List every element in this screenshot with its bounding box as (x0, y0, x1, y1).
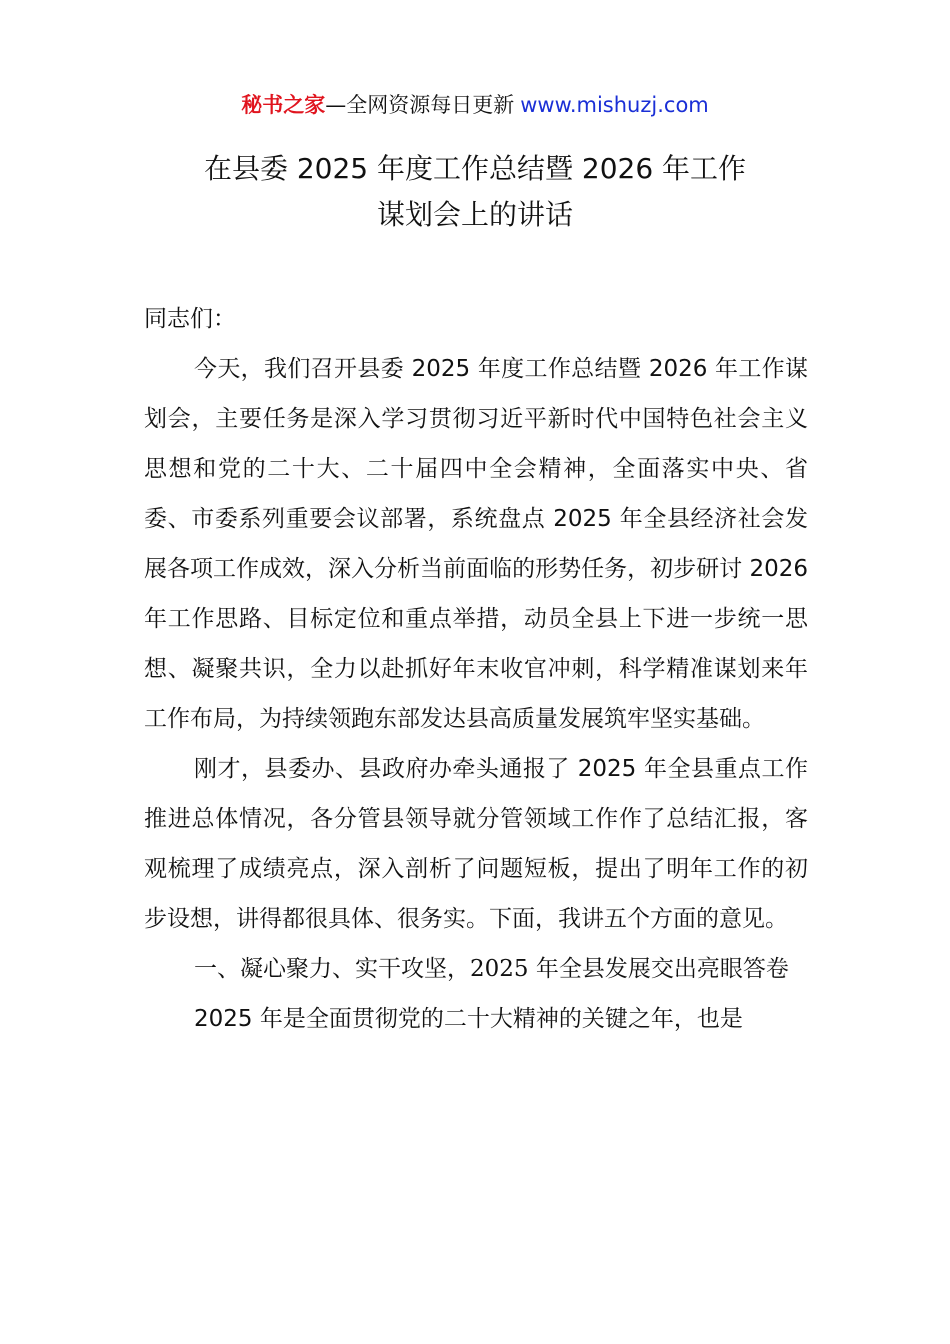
header-tagline: —全网资源每日更新 (325, 93, 515, 117)
brand-name: 秘书之家 (241, 93, 326, 117)
title-line-2: 谋划会上的讲话 (376, 198, 573, 231)
salutation: 同志们： (144, 306, 236, 332)
paragraph-2: 刚才，县委办、县政府办牵头通报了 2025 年全县重点工作推进总体情况，各分管县领导就分管领域工作作了总结汇报，客观梳理了成绩亮点，深入剖析了问题短板，提出了明年工作的初步设想，讲得都很具体、很务实。下面，我讲五个方面的意见。 (144, 756, 808, 932)
section-heading-1: 一、凝心聚力、实干攻坚，2025 年全县发展交出亮眼答卷 (194, 956, 789, 982)
site-url-link[interactable]: www.mishuzj.com (520, 93, 709, 117)
title-line-1: 在县委 2025 年度工作总结暨 2026 年工作 (203, 152, 747, 185)
document-body (144, 294, 808, 1044)
paragraph-1: 今天，我们召开县委 2025 年度工作总结暨 2026 年工作谋划会，主要任务是深入学习贯彻习近平新时代中国特色社会主义思想和党的二十大、二十届四中全会精神，全面落实中央、省委、市委系列重要会议部署，系统盘点 2025 年全县经济社会发展各项工作成效，深入分析当前面临的形势任务，初步研讨 2026 年工作思路、目标定位和重点举措，动员全县上下进一步统一思想、凝聚共识，全力以赴抓好年末收官冲刺，科学精准谋划来年工作布局，为持续领跑东部发达县高质量发展筑牢坚实基础。 (144, 356, 808, 732)
site-header (0, 88, 950, 122)
paragraph-3: 2025 年是全面贯彻党的二十大精神的关键之年，也是 (194, 1006, 743, 1032)
document-title (0, 146, 950, 238)
